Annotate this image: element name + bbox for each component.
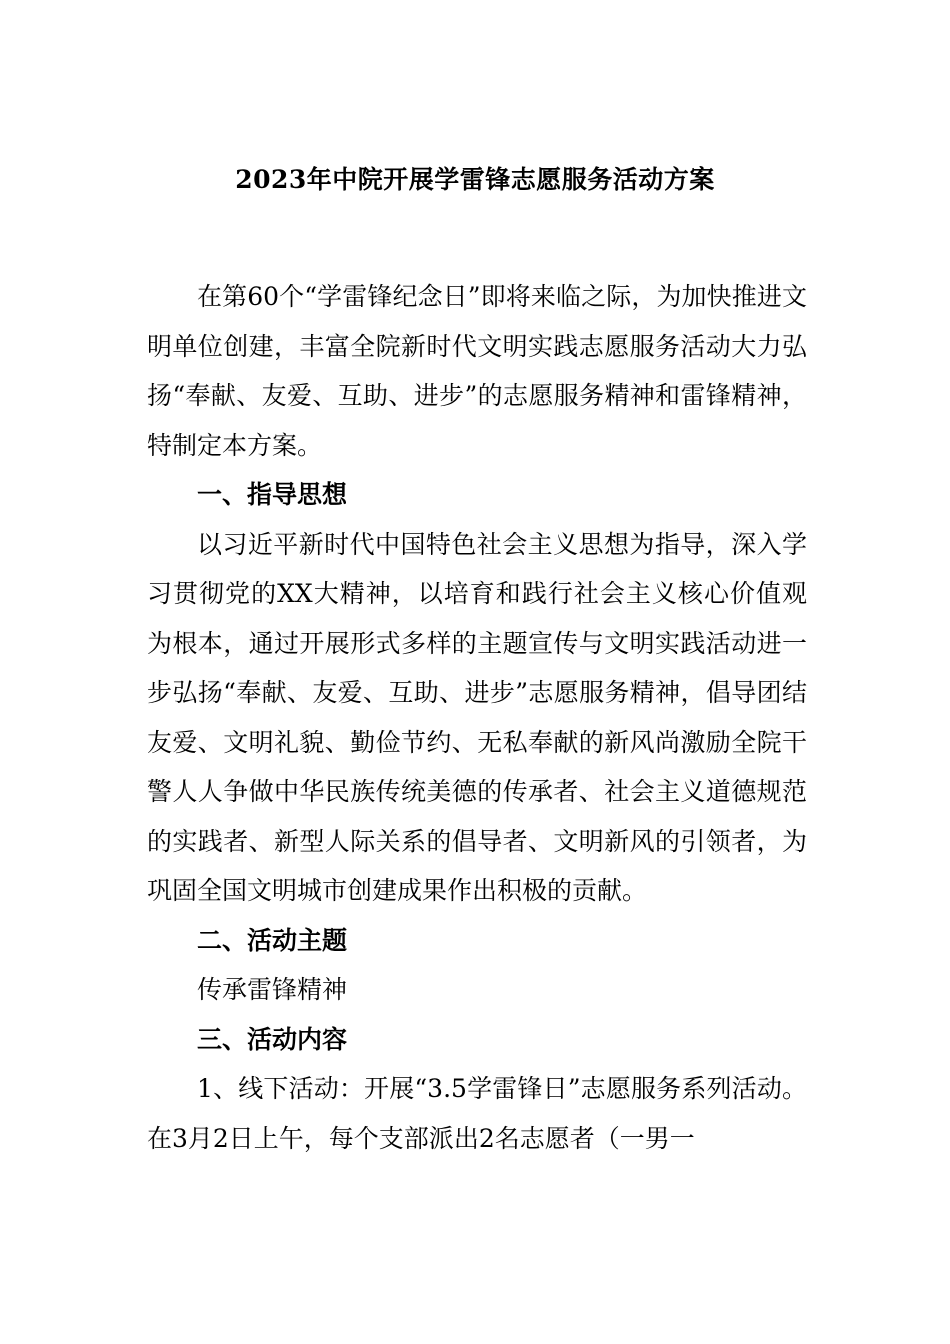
document-body bbox=[147, 272, 807, 1163]
section-body-activity-content: 1、线下活动：开展“3.5学雷锋日”志愿服务系列活动。在3月2日上午，每个支部派出2名志愿者（一男一 bbox=[147, 1074, 807, 1153]
document-title: 2023年中院开展学雷锋志愿服务活动方案 bbox=[235, 165, 715, 194]
section-heading-guiding-ideology: 一、指导思想 bbox=[197, 480, 348, 509]
intro-paragraph: 在第60个“学雷锋纪念日”即将来临之际，为加快推进文明单位创建，丰富全院新时代文明实践志愿服务活动大力弘扬“奉献、友爱、互助、进步”的志愿服务精神和雷锋精神，特制定本方案。 bbox=[147, 282, 807, 460]
section-body-activity-theme: 传承雷锋精神 bbox=[197, 975, 348, 1004]
section-heading-activity-content: 三、活动内容 bbox=[197, 1024, 348, 1054]
section-heading-activity-theme: 二、活动主题 bbox=[197, 925, 348, 955]
section-body-guiding-ideology: 以习近平新时代中国特色社会主义思想为指导，深入学习贯彻党的XX大精神，以培育和践行社会主义核心价值观为根本，通过开展形式多样的主题宣传与文明实践活动进一步弘扬“奉献、友爱、互助、进步”志愿服务精神，倡导团结友爱、文明礼貌、勤俭节约、无私奉献的新风尚激励全院干警人人争做中华民族传统美德的传承者、社会主义道德规范的实践者、新型人际关系的倡导者、文明新风的引领者，为巩固全国文明城市创建成果作出积极的贡献。 bbox=[147, 529, 807, 905]
